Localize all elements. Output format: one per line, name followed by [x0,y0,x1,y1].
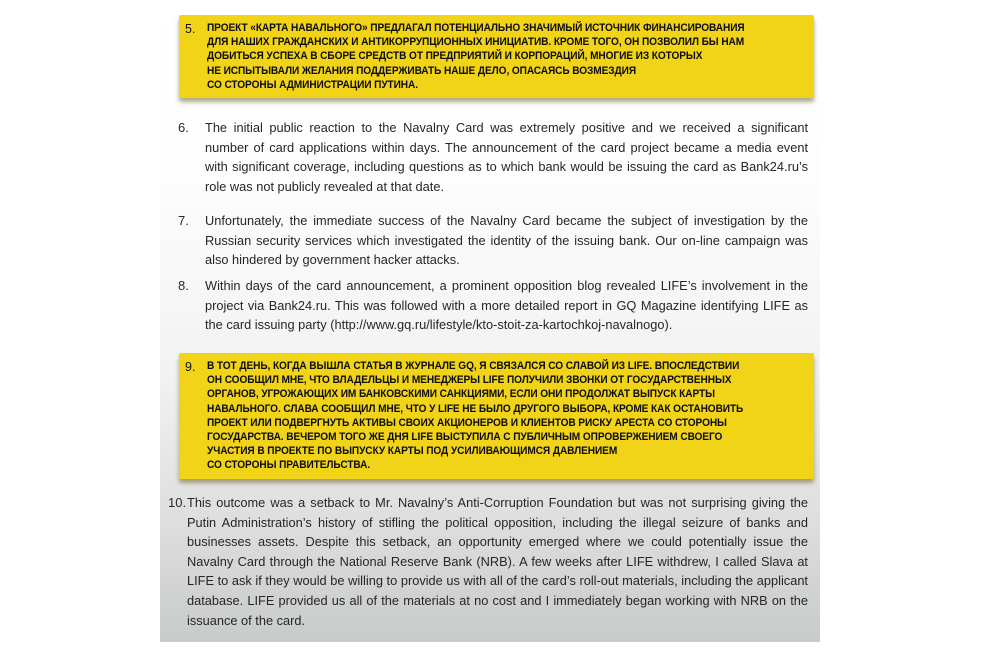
paragraph-number: 7. [178,213,189,228]
text-line: УЧАСТИЯ В ПРОЕКТЕ ПО ВЫПУСКУ КАРТЫ ПОД УСИЛИВАЮЩИМСЯ ДАВЛЕНИЕМ [207,445,618,458]
paragraph-text: Unfortunately, the immediate success of the Navalny Card became the subject of investigation by the Russian security services which investigated the identity of the issuing bank. Our on-line campaign was also hindered by government hacker attacks. [205,213,808,268]
paragraph-6 [160,118,820,196]
paragraph-text: The initial public reaction to the Navalny Card was extremely positive and we received a significant number of card applications within days. The announcement of the card project became a media event with significant coverage, including questions as to which bank would be issuing the card as Bank24.ru’s role was not publicly revealed at that date. [205,120,808,194]
text-line: ПРОЕКТ ИЛИ ПОДВЕРГНУТЬ АКТИВЫ СВОИХ АКЦИОНЕРОВ И КЛИЕНТОВ РИСКУ АРЕСТА СО СТОРОНЫ [207,416,727,429]
paragraph-number: 5. [185,22,196,36]
paragraph-text: This outcome was a setback to Mr. Navalny’s Anti-Corruption Foundation but was not surprising giving the Putin Administration’s history of stifling the political opposition, including the illegal seizure of banks and businesses assets. Despite this setback, an opportunity emerged where we could potentially issue the Navalny Card through the National Reserve Bank (NRB). A few weeks after LIFE withdrew, I called Slava at LIFE to ask if they would be willing to provide us with all of the card’s roll-out materials, including the applicant database. LIFE provided us all of the materials at no cost and I immediately began working with NRB on the issuance of the card. [187,495,808,628]
paragraph-5-highlighted [179,15,814,98]
document-content-area [160,0,820,642]
text-line: СО СТОРОНЫ ПРАВИТЕЛЬСТВА. [207,459,371,472]
paragraph-number: 9. [185,360,196,374]
paragraph-body [179,353,814,479]
paragraph-body [179,15,814,98]
text-line: ОРГАНОВ, УГРОЖАЮЩИХ ИМ БАНКОВСКИМИ САНКЦИЯМИ, ЕСЛИ ОНИ ПРОДОЛЖАТ ВЫПУСК КАРТЫ [207,388,715,401]
text-line: ПРОЕКТ «КАРТА НАВАЛЬНОГО» ПРЕДЛАГАЛ ПОТЕНЦИАЛЬНО ЗНАЧИМЫЙ ИСТОЧНИК ФИНАНСИРОВАНИЯ [207,22,745,34]
text-line: В ТОТ ДЕНЬ, КОГДА ВЫШЛА СТАТЬЯ В ЖУРНАЛЕ GQ, Я СВЯЗАЛСЯ СО СЛАВОЙ ИЗ LIFE. ВПОСЛЕДСТВИИ [207,360,740,372]
paragraph-9-highlighted [179,353,814,479]
paragraph-7 [160,211,820,270]
text-line: НАВАЛЬНОГО. СЛАВА СООБЩИЛ МНЕ, ЧТО У LIFE НЕ БЫЛО ДРУГОГО ВЫБОРА, КРОМЕ КАК ОСТАНОВИТЬ [207,402,744,415]
text-line: ДОБИТЬСЯ УСПЕХА В СБОРЕ СРЕДСТВ ОТ ПРЕДПРИЯТИЙ И КОРПОРАЦИЙ, МНОГИЕ ИЗ КОТОРЫХ [207,50,703,63]
paragraph-text: Within days of the card announcement, a prominent opposition blog revealed LIFE’s involvement in the project via Bank24.ru. This was followed with a more detailed report in GQ Magazine identifying LIFE as the card issuing party (http://www.gq.ru/lifestyle/kto-stoit-za-kartochkoj-navalnogo). [205,278,808,333]
paragraph-number: 6. [178,120,189,135]
paragraph-10 [160,493,820,630]
text-line: СО СТОРОНЫ АДМИНИСТРАЦИИ ПУТИНА. [207,78,418,91]
text-line: ГОСУДАРСТВА. ВЕЧЕРОМ ТОГО ЖЕ ДНЯ LIFE ВЫСТУПИЛА С ПУБЛИЧНЫМ ОПРОВЕРЖЕНИЕМ СВОЕГО [207,431,723,444]
paragraph-8 [160,276,820,335]
text-line: НЕ ИСПЫТЫВАЛИ ЖЕЛАНИЯ ПОДДЕРЖИВАТЬ НАШЕ ДЕЛО, ОПАСАЯСЬ ВОЗМЕЗДИЯ [207,64,637,77]
text-line: ДЛЯ НАШИХ ГРАЖДАНСКИХ И АНТИКОРРУПЦИОННЫХ ИНИЦИАТИВ. КРОМЕ ТОГО, ОН ПОЗВОЛИЛ БЫ НАМ [207,36,745,49]
text-line: ОН СООБЩИЛ МНЕ, ЧТО ВЛАДЕЛЬЦЫ И МЕНЕДЖЕРЫ LIFE ПОЛУЧИЛИ ЗВОНКИ ОТ ГОСУДАРСТВЕННЫХ [207,374,732,387]
paragraph-number: 8. [178,278,189,293]
paragraph-number: 10. [168,495,187,510]
